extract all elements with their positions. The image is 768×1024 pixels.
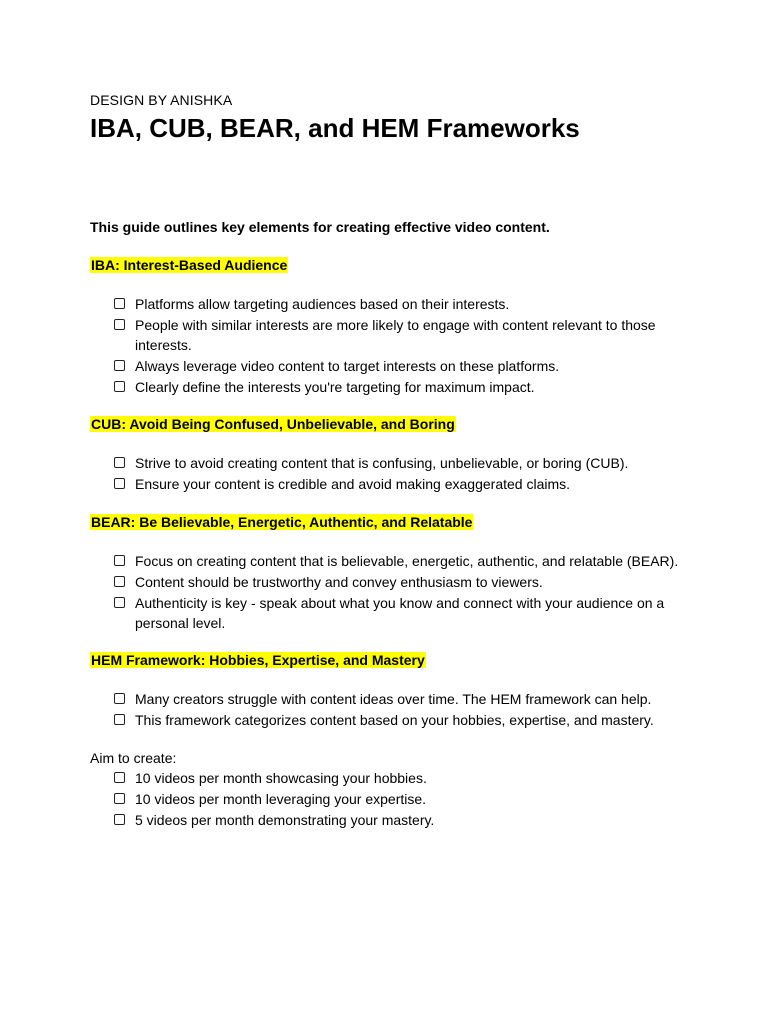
checklist-item [114, 316, 684, 355]
checkbox-icon[interactable] [114, 597, 125, 608]
checklist-bear [114, 552, 684, 635]
checklist-item-text: Focus on creating content that is believable, energetic, authentic, and relatable (BEAR). [135, 553, 679, 569]
highlighted-heading: IBA: Interest-Based Audience [91, 257, 288, 273]
checkbox-icon[interactable] [114, 319, 125, 330]
checklist-item [114, 552, 684, 572]
checkbox-icon[interactable] [114, 555, 125, 566]
section-heading-cub [90, 416, 456, 433]
checkbox-icon[interactable] [114, 714, 125, 725]
aim-label: Aim to create: [90, 750, 177, 766]
checkbox-icon[interactable] [114, 693, 125, 704]
checklist-iba [114, 295, 684, 399]
checklist-item [114, 594, 684, 633]
highlighted-heading: CUB: Avoid Being Confused, Unbelievable, and Boring [91, 416, 455, 432]
checklist-item-text: Ensure your content is credible and avoid making exaggerated claims. [135, 476, 571, 492]
checklist-hem [114, 690, 684, 732]
checklist-item [114, 378, 684, 398]
section-heading-hem [90, 652, 426, 669]
checklist-item-text: Content should be trustworthy and convey enthusiasm to viewers. [135, 574, 543, 590]
checklist-item-text: 10 videos per month showcasing your hobbies. [135, 770, 427, 786]
checklist-item-text: 5 videos per month demonstrating your mastery. [135, 812, 435, 828]
checkbox-icon[interactable] [114, 793, 125, 804]
checklist-item [114, 790, 684, 810]
section-heading-iba [90, 257, 288, 274]
checklist-aim [114, 769, 684, 832]
checklist-item-text: Many creators struggle with content ideas over time. The HEM framework can help. [135, 691, 652, 707]
checkbox-icon[interactable] [114, 772, 125, 783]
checklist-item [114, 454, 684, 474]
checkbox-icon[interactable] [114, 478, 125, 489]
checklist-cub [114, 454, 684, 496]
section-heading-bear [90, 514, 473, 531]
checklist-item [114, 811, 684, 831]
checkbox-icon[interactable] [114, 360, 125, 371]
document-title: IBA, CUB, BEAR, and HEM Frameworks [90, 113, 580, 143]
checklist-item-text: People with similar interests are more likely to engage with content relevant to those interests. [135, 317, 656, 353]
checklist-item [114, 690, 684, 710]
checkbox-icon[interactable] [114, 814, 125, 825]
checklist-item-text: Always leverage video content to target interests on these platforms. [135, 357, 560, 374]
checklist-item [114, 295, 684, 315]
checklist-item [114, 573, 684, 593]
checklist-item-text: Strive to avoid creating content that is confusing, unbelievable, or boring (CUB). [135, 455, 629, 471]
checklist-item-text: This framework categorizes content based on your hobbies, expertise, and mastery. [135, 712, 654, 728]
checkbox-icon[interactable] [114, 298, 125, 309]
intro-text: This guide outlines key elements for creating effective video content. [90, 219, 550, 235]
checkbox-icon[interactable] [114, 457, 125, 468]
checklist-item [114, 769, 684, 789]
checklist-item-text: Authenticity is key - speak about what you know and connect with your audience on a personal level. [135, 595, 665, 631]
checklist-item-text: 10 videos per month leveraging your expertise. [135, 791, 427, 807]
checklist-item [114, 475, 684, 495]
checklist-item-text: Platforms allow targeting audiences based on their interests. [135, 296, 510, 312]
checklist-item [114, 357, 684, 377]
checklist-item-text: Clearly define the interests you're targeting for maximum impact. [135, 378, 535, 395]
checkbox-icon[interactable] [114, 576, 125, 587]
author-credit: DESIGN BY ANISHKA [90, 92, 233, 108]
checklist-item [114, 711, 684, 731]
highlighted-heading: BEAR: Be Believable, Energetic, Authentic, and Relatable [91, 514, 473, 530]
checkbox-icon[interactable] [114, 381, 125, 392]
highlighted-heading: HEM Framework: Hobbies, Expertise, and Mastery [91, 652, 425, 668]
